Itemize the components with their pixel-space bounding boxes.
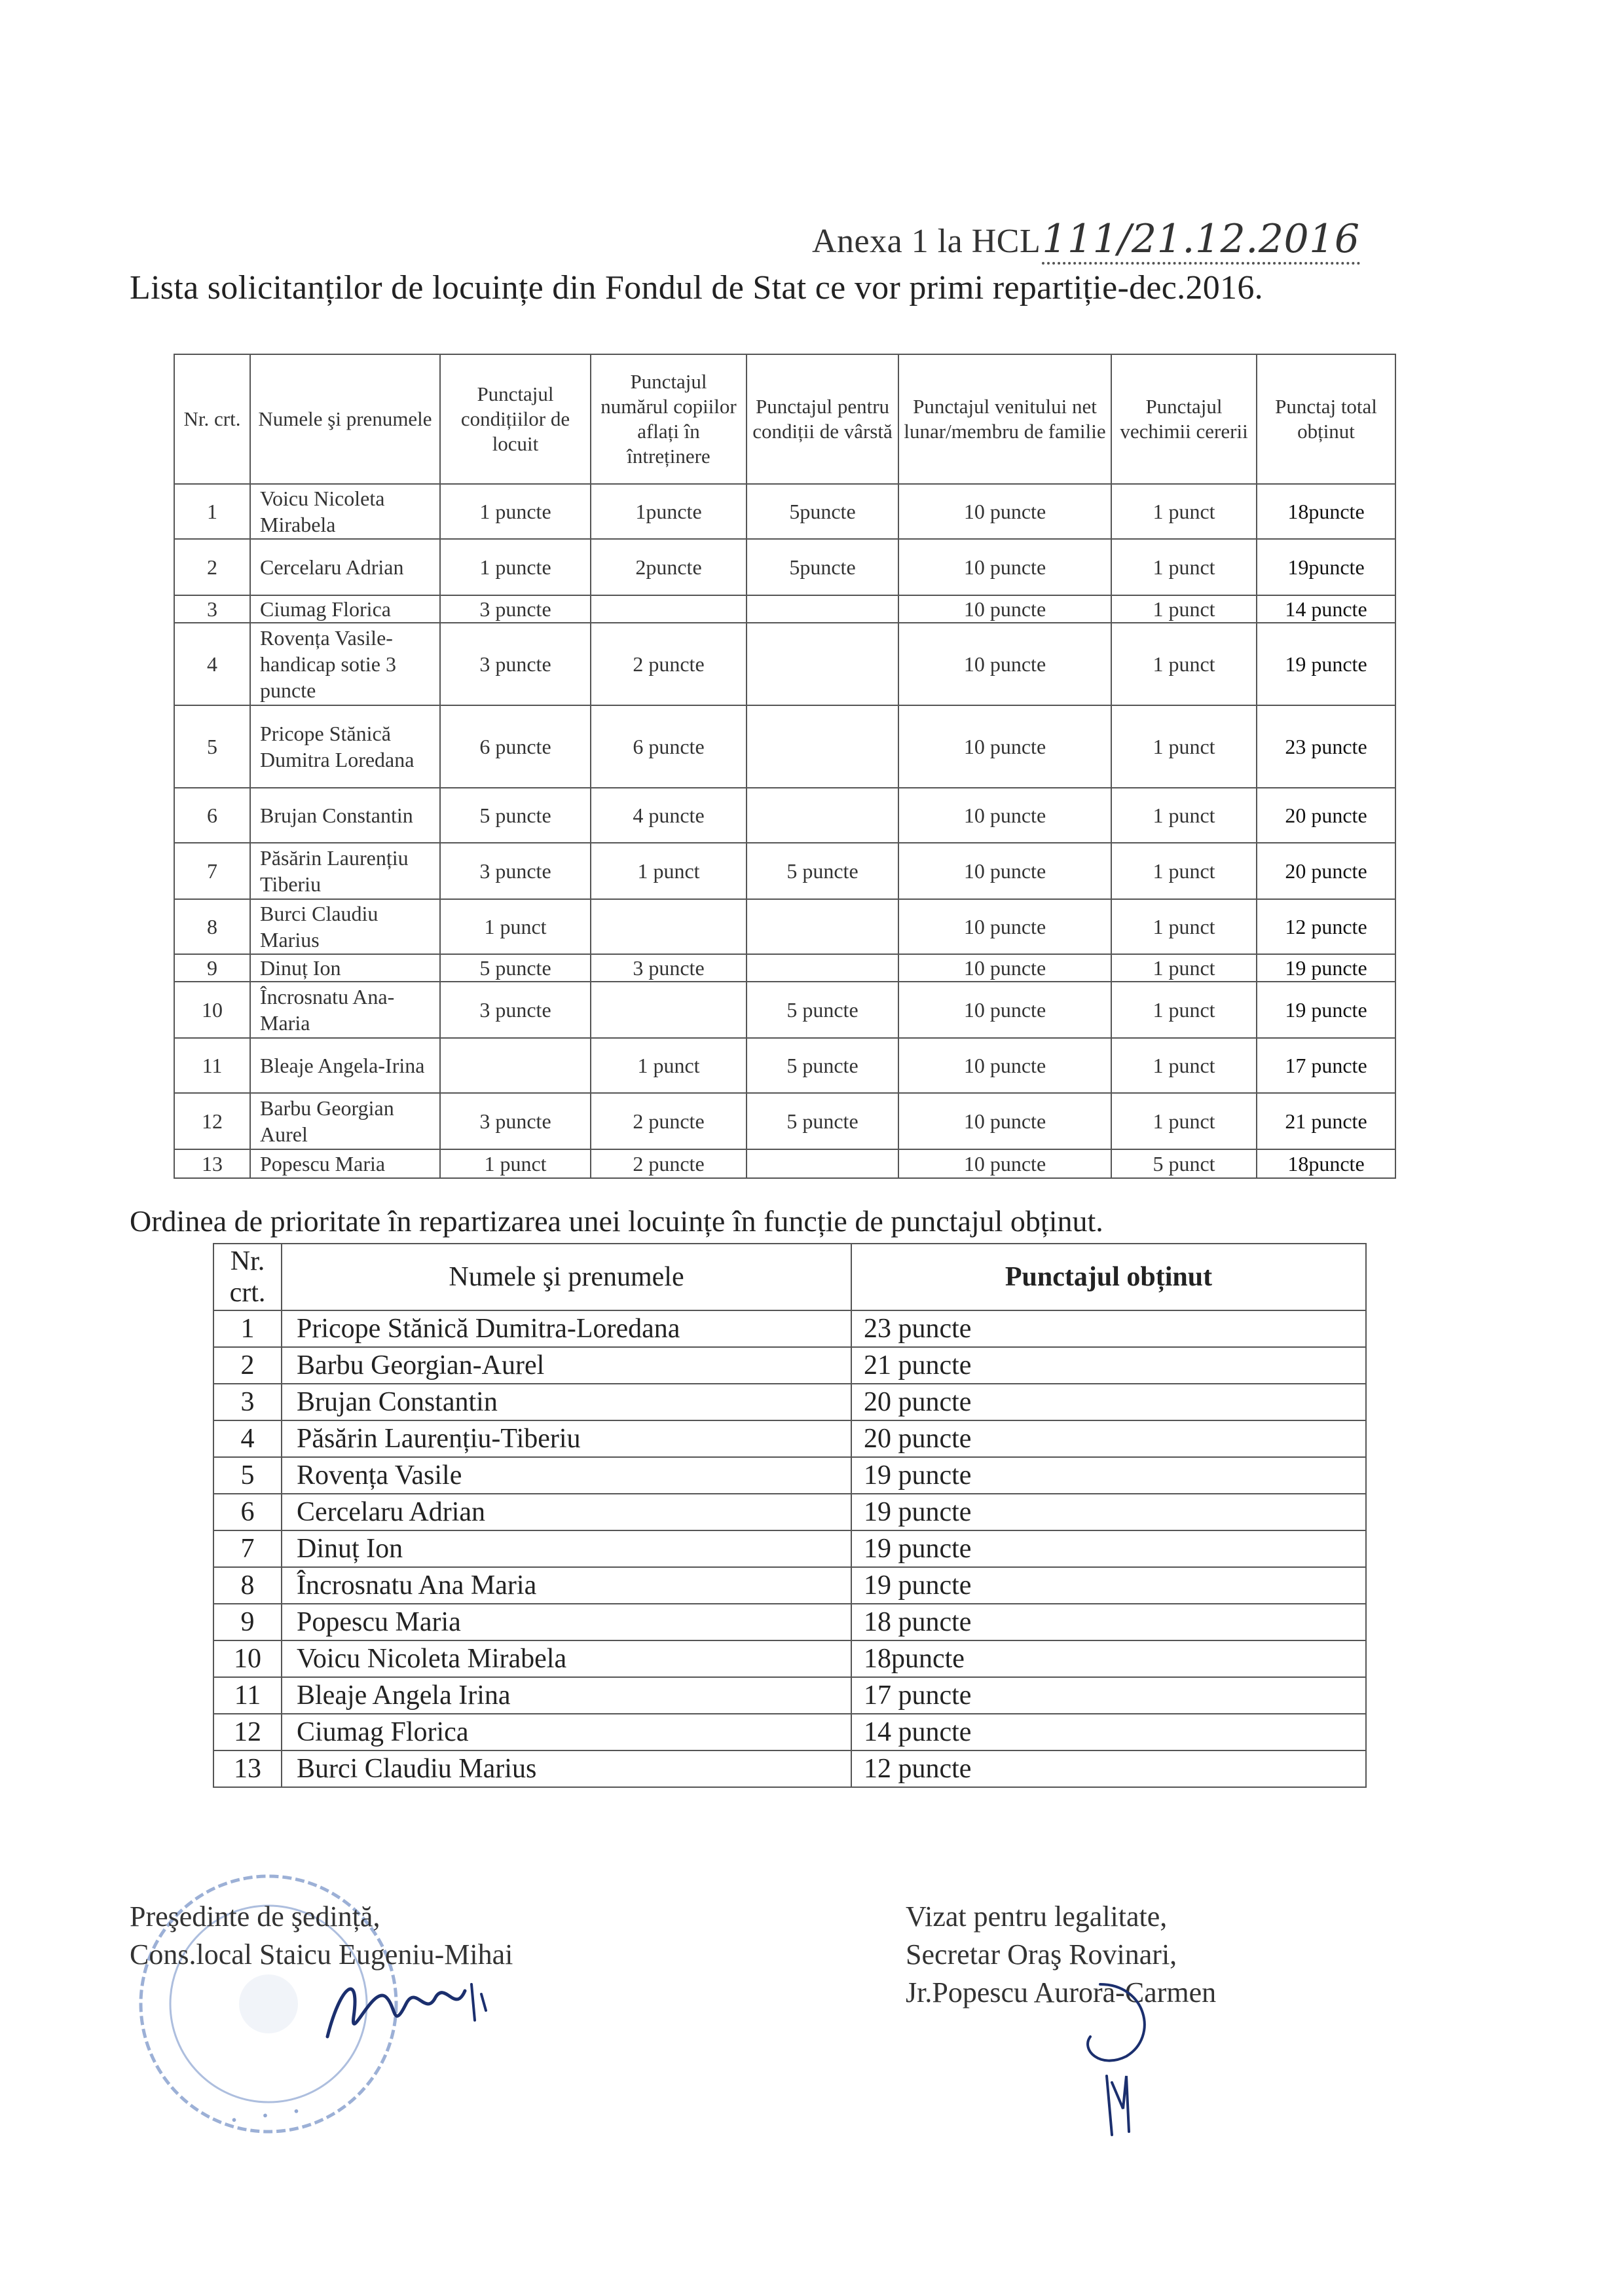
cell-full-name: Brujan Constantin <box>250 788 440 843</box>
cell-age-score <box>747 1149 898 1178</box>
cell-income-score: 10 puncte <box>898 843 1111 899</box>
cell-living-conditions-score: 5 puncte <box>440 788 591 843</box>
priority-cell-nr-crt: 12 <box>213 1714 282 1750</box>
priority-cell-score: 14 puncte <box>851 1714 1366 1750</box>
cell-age-score: 5puncte <box>747 484 898 539</box>
cell-age-score: 5 puncte <box>747 1038 898 1093</box>
priority-cell-full-name: Încrosnatu Ana Maria <box>282 1567 851 1604</box>
priority-cell-score: 20 puncte <box>851 1420 1366 1457</box>
table-row <box>174 484 1395 539</box>
cell-seniority-score: 1 punct <box>1111 1038 1257 1093</box>
table-row <box>174 595 1395 623</box>
cell-children-score: 1 punct <box>591 843 747 899</box>
table-row <box>174 843 1395 899</box>
cell-living-conditions-score: 5 puncte <box>440 954 591 982</box>
cell-age-score: 5 puncte <box>747 843 898 899</box>
document-title: Lista solicitanților de locuințe din Fondul de Stat ce vor primi repartiție-dec.2016. <box>130 269 1263 306</box>
priority-cell-nr-crt: 11 <box>213 1677 282 1714</box>
priority-cell-nr-crt: 9 <box>213 1604 282 1640</box>
cell-nr-crt: 9 <box>174 954 250 982</box>
cell-income-score: 10 puncte <box>898 1038 1111 1093</box>
list-item <box>213 1750 1366 1787</box>
cell-children-score: 2 puncte <box>591 1149 747 1178</box>
priority-cell-full-name: Rovența Vasile <box>282 1457 851 1494</box>
secretary-title: Secretar Oraş Rovinari, <box>906 1938 1177 1971</box>
list-item <box>213 1494 1366 1530</box>
cell-nr-crt: 10 <box>174 982 250 1038</box>
list-item <box>213 1604 1366 1640</box>
priority-table <box>213 1243 1367 1788</box>
cell-full-name: Păsărin Laurențiu Tiberiu <box>250 843 440 899</box>
cell-living-conditions-score: 1 punct <box>440 899 591 954</box>
cell-nr-crt: 4 <box>174 623 250 705</box>
cell-children-score: 2puncte <box>591 539 747 595</box>
cell-income-score: 10 puncte <box>898 899 1111 954</box>
cell-children-score <box>591 899 747 954</box>
cell-full-name: Ciumag Florica <box>250 595 440 623</box>
cell-nr-crt: 5 <box>174 705 250 788</box>
priority-header-full-name: Numele şi prenumele <box>282 1244 851 1310</box>
table-row <box>174 705 1395 788</box>
cell-income-score: 10 puncte <box>898 982 1111 1038</box>
cell-total-score: 12 puncte <box>1257 899 1395 954</box>
president-signature-icon <box>314 1958 498 2056</box>
cell-seniority-score: 1 punct <box>1111 705 1257 788</box>
cell-nr-crt: 8 <box>174 899 250 954</box>
list-item <box>213 1640 1366 1677</box>
priority-cell-nr-crt: 5 <box>213 1457 282 1494</box>
cell-income-score: 10 puncte <box>898 705 1111 788</box>
priority-cell-full-name: Brujan Constantin <box>282 1384 851 1420</box>
annex-heading <box>812 216 1360 262</box>
priority-cell-full-name: Păsărin Laurențiu-Tiberiu <box>282 1420 851 1457</box>
priority-cell-full-name: Voicu Nicoleta Mirabela <box>282 1640 851 1677</box>
cell-seniority-score: 1 punct <box>1111 954 1257 982</box>
priority-cell-nr-crt: 10 <box>213 1640 282 1677</box>
cell-nr-crt: 11 <box>174 1038 250 1093</box>
header-total-score: Punctaj total obținut <box>1257 354 1395 484</box>
priority-cell-nr-crt: 3 <box>213 1384 282 1420</box>
priority-title: Ordinea de prioritate în repartizarea unei locuințe în funcție de punctajul obținut. <box>130 1204 1103 1238</box>
cell-seniority-score: 1 punct <box>1111 899 1257 954</box>
cell-full-name: Barbu Georgian Aurel <box>250 1093 440 1149</box>
cell-total-score: 21 puncte <box>1257 1093 1395 1149</box>
priority-cell-full-name: Bleaje Angela Irina <box>282 1677 851 1714</box>
cell-children-score <box>591 982 747 1038</box>
cell-full-name: Bleaje Angela-Irina <box>250 1038 440 1093</box>
cell-age-score <box>747 705 898 788</box>
cell-total-score: 18puncte <box>1257 1149 1395 1178</box>
priority-cell-nr-crt: 1 <box>213 1310 282 1347</box>
cell-age-score: 5 puncte <box>747 1093 898 1149</box>
priority-cell-score: 19 puncte <box>851 1494 1366 1530</box>
priority-cell-nr-crt: 13 <box>213 1750 282 1787</box>
priority-header-score: Punctajul obținut <box>851 1244 1366 1310</box>
cell-total-score: 19 puncte <box>1257 954 1395 982</box>
cell-total-score: 20 puncte <box>1257 843 1395 899</box>
list-item <box>213 1677 1366 1714</box>
cell-age-score: 5puncte <box>747 539 898 595</box>
cell-total-score: 20 puncte <box>1257 788 1395 843</box>
cell-income-score: 10 puncte <box>898 623 1111 705</box>
cell-seniority-score: 1 punct <box>1111 539 1257 595</box>
priority-cell-full-name: Ciumag Florica <box>282 1714 851 1750</box>
list-item <box>213 1310 1366 1347</box>
cell-income-score: 10 puncte <box>898 788 1111 843</box>
cell-age-score <box>747 954 898 982</box>
priority-cell-score: 20 puncte <box>851 1384 1366 1420</box>
table-row <box>174 1093 1395 1149</box>
list-item <box>213 1457 1366 1494</box>
table-row <box>174 788 1395 843</box>
cell-seniority-score: 1 punct <box>1111 595 1257 623</box>
cell-total-score: 19 puncte <box>1257 623 1395 705</box>
header-seniority-score: Punctajul vechimii cererii <box>1111 354 1257 484</box>
cell-living-conditions-score: 6 puncte <box>440 705 591 788</box>
cell-living-conditions-score: 3 puncte <box>440 982 591 1038</box>
table-row <box>174 1149 1395 1178</box>
table-row <box>174 982 1395 1038</box>
cell-nr-crt: 2 <box>174 539 250 595</box>
cell-living-conditions-score <box>440 1038 591 1093</box>
cell-children-score: 1 punct <box>591 1038 747 1093</box>
cell-children-score: 2 puncte <box>591 623 747 705</box>
cell-total-score: 23 puncte <box>1257 705 1395 788</box>
header-children-score: Punctajul numărul copiilor aflați în întreținere <box>591 354 747 484</box>
applicants-table <box>174 354 1396 1179</box>
cell-income-score: 10 puncte <box>898 595 1111 623</box>
cell-children-score: 1puncte <box>591 484 747 539</box>
cell-nr-crt: 1 <box>174 484 250 539</box>
cell-children-score <box>591 595 747 623</box>
table-row <box>174 899 1395 954</box>
cell-full-name: Pricope Stănică Dumitra Loredana <box>250 705 440 788</box>
list-item <box>213 1567 1366 1604</box>
priority-table-header <box>213 1244 1366 1310</box>
priority-cell-nr-crt: 4 <box>213 1420 282 1457</box>
cell-seniority-score: 1 punct <box>1111 982 1257 1038</box>
hcl-number-handwritten: 111/21.12.2016 <box>1042 216 1359 265</box>
priority-cell-full-name: Dinuț Ion <box>282 1530 851 1567</box>
table-row <box>174 539 1395 595</box>
cell-age-score <box>747 623 898 705</box>
header-full-name: Numele şi prenumele <box>250 354 440 484</box>
cell-income-score: 10 puncte <box>898 1149 1111 1178</box>
priority-cell-score: 23 puncte <box>851 1310 1366 1347</box>
cell-nr-crt: 12 <box>174 1093 250 1149</box>
cell-age-score <box>747 899 898 954</box>
cell-seniority-score: 1 punct <box>1111 623 1257 705</box>
cell-income-score: 10 puncte <box>898 539 1111 595</box>
cell-children-score: 6 puncte <box>591 705 747 788</box>
cell-nr-crt: 3 <box>174 595 250 623</box>
priority-cell-score: 19 puncte <box>851 1457 1366 1494</box>
svg-text:· · ·: · · · <box>227 2093 310 2138</box>
list-item <box>213 1420 1366 1457</box>
cell-nr-crt: 6 <box>174 788 250 843</box>
table-row <box>174 1038 1395 1093</box>
cell-living-conditions-score: 3 puncte <box>440 1093 591 1149</box>
priority-cell-score: 12 puncte <box>851 1750 1366 1787</box>
cell-income-score: 10 puncte <box>898 954 1111 982</box>
cell-nr-crt: 13 <box>174 1149 250 1178</box>
applicants-table-header <box>174 354 1395 484</box>
priority-header-nr-crt: Nr. crt. <box>213 1244 282 1310</box>
cell-seniority-score: 1 punct <box>1111 843 1257 899</box>
cell-seniority-score: 1 punct <box>1111 1093 1257 1149</box>
annex-label: Anexa 1 la HCL <box>812 223 1041 260</box>
cell-seniority-score: 1 punct <box>1111 484 1257 539</box>
header-living-conditions-score: Punctajul condițiilor de locuit <box>440 354 591 484</box>
priority-cell-score: 19 puncte <box>851 1567 1366 1604</box>
cell-living-conditions-score: 1 puncte <box>440 539 591 595</box>
cell-nr-crt: 7 <box>174 843 250 899</box>
priority-cell-nr-crt: 7 <box>213 1530 282 1567</box>
cell-age-score: 5 puncte <box>747 982 898 1038</box>
cell-full-name: Voicu Nicoleta Mirabela <box>250 484 440 539</box>
header-nr-crt: Nr. crt. <box>174 354 250 484</box>
priority-cell-full-name: Burci Claudiu Marius <box>282 1750 851 1787</box>
list-item <box>213 1347 1366 1384</box>
priority-cell-full-name: Cercelaru Adrian <box>282 1494 851 1530</box>
cell-living-conditions-score: 1 puncte <box>440 484 591 539</box>
header-age-score: Punctajul pentru condiții de vârstă <box>747 354 898 484</box>
cell-children-score: 2 puncte <box>591 1093 747 1149</box>
cell-age-score <box>747 595 898 623</box>
cell-income-score: 10 puncte <box>898 484 1111 539</box>
secretary-signature-icon <box>1061 1978 1166 2148</box>
priority-cell-score: 18 puncte <box>851 1604 1366 1640</box>
cell-full-name: Dinuț Ion <box>250 954 440 982</box>
priority-cell-nr-crt: 8 <box>213 1567 282 1604</box>
priority-cell-full-name: Pricope Stănică Dumitra-Loredana <box>282 1310 851 1347</box>
priority-cell-nr-crt: 2 <box>213 1347 282 1384</box>
cell-living-conditions-score: 3 puncte <box>440 843 591 899</box>
priority-cell-nr-crt: 6 <box>213 1494 282 1530</box>
cell-living-conditions-score: 3 puncte <box>440 595 591 623</box>
cell-full-name: Popescu Maria <box>250 1149 440 1178</box>
secretary-name: Jr.Popescu Aurora-Carmen <box>906 1976 1217 2009</box>
table-row <box>174 623 1395 705</box>
cell-full-name: Cercelaru Adrian <box>250 539 440 595</box>
cell-seniority-score: 5 punct <box>1111 1149 1257 1178</box>
priority-cell-score: 19 puncte <box>851 1530 1366 1567</box>
cell-children-score: 3 puncte <box>591 954 747 982</box>
secretary-endorsement: Vizat pentru legalitate, <box>906 1900 1168 1933</box>
priority-cell-score: 21 puncte <box>851 1347 1366 1384</box>
cell-living-conditions-score: 3 puncte <box>440 623 591 705</box>
table-row <box>174 954 1395 982</box>
list-item <box>213 1384 1366 1420</box>
cell-full-name: Rovența Vasile-handicap sotie 3 puncte <box>250 623 440 705</box>
priority-cell-score: 18puncte <box>851 1640 1366 1677</box>
cell-total-score: 18puncte <box>1257 484 1395 539</box>
cell-full-name: Încrosnatu Ana-Maria <box>250 982 440 1038</box>
header-income-score: Punctajul venitului net lunar/membru de familie <box>898 354 1111 484</box>
priority-cell-full-name: Barbu Georgian-Aurel <box>282 1347 851 1384</box>
list-item <box>213 1714 1366 1750</box>
president-title: Preşedinte de şedință, <box>130 1900 380 1933</box>
cell-living-conditions-score: 1 punct <box>440 1149 591 1178</box>
priority-cell-score: 17 puncte <box>851 1677 1366 1714</box>
cell-age-score <box>747 788 898 843</box>
list-item <box>213 1530 1366 1567</box>
cell-children-score: 4 puncte <box>591 788 747 843</box>
cell-total-score: 19 puncte <box>1257 982 1395 1038</box>
priority-cell-full-name: Popescu Maria <box>282 1604 851 1640</box>
president-name: Cons.local Staicu Eugeniu-Mihai <box>130 1938 513 1971</box>
cell-total-score: 17 puncte <box>1257 1038 1395 1093</box>
cell-income-score: 10 puncte <box>898 1093 1111 1149</box>
cell-full-name: Burci Claudiu Marius <box>250 899 440 954</box>
cell-total-score: 14 puncte <box>1257 595 1395 623</box>
cell-seniority-score: 1 punct <box>1111 788 1257 843</box>
cell-total-score: 19puncte <box>1257 539 1395 595</box>
